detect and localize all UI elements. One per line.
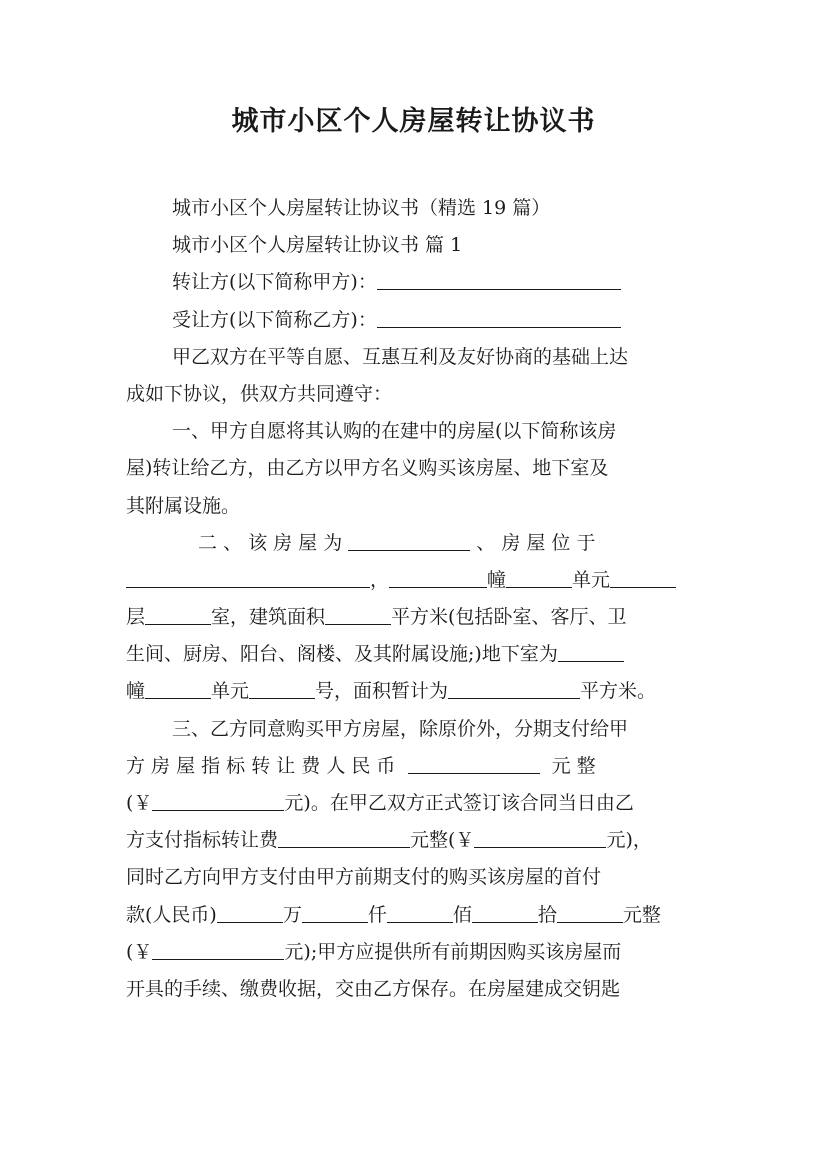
blank-line [126,565,370,588]
paragraph-line [126,339,702,376]
text: 成如下协议，供双方共同遵守： [126,382,393,405]
text: 城市小区个人房屋转让协议书 篇 1 [172,234,463,257]
blank-line [387,900,453,923]
text: 元)。在甲乙双方正式签订该合同当日由乙 [284,792,634,814]
blank-line [278,825,410,848]
text: 、 房 屋 位 于 [476,531,596,554]
text: 受让方(以下简称乙方)： [172,308,377,331]
blank-line [152,937,284,960]
text: 幢 [487,568,507,591]
paragraph-line [126,934,702,971]
blank-line [558,639,624,662]
text: 方 房 屋 指 标 转 让 费 人 民 币 [126,754,396,777]
blank-line [448,676,580,699]
text: 城市小区个人房屋转让协议书（精选 19 篇） [172,197,551,219]
text: 平方米(包括卧室、客厅、卫 [391,606,627,629]
text: 方支付指标转让费 [126,829,279,852]
blank-line [389,565,487,588]
blank-line [506,565,572,588]
text: 生间、厨房、阳台、阁楼、及其附属设施;)地下室为 [126,643,558,666]
blank-line [610,565,676,588]
blank-line [325,602,391,625]
paragraph-line [126,859,702,896]
text: 层 [126,606,146,629]
blank-line [377,267,621,290]
text: 万 [282,903,302,926]
blank-line [474,825,606,848]
text: 同时乙方向甲方支付由甲方前期支付的购买该房屋的首付 [126,866,602,889]
text: ， [370,568,390,591]
paragraph-line [126,190,702,227]
document-body [126,190,702,1008]
text: 三、乙方同意购买甲方房屋，除原价外，分期支付给甲 [172,717,629,740]
text: 仟 [367,903,387,926]
paragraph-line [126,525,702,562]
text: 元 整 [551,754,596,777]
text: 元整 [622,903,661,926]
paragraph-line [126,413,702,450]
text: 屋)转让给乙方，由乙方以甲方名义购买该房屋、地下室及 [126,457,609,480]
text: 单元 [211,680,250,703]
blank-line [145,676,211,699]
blank-line [302,900,368,923]
paragraph-line [126,450,702,487]
document-title: 城市小区个人房屋转让协议书 [231,106,596,137]
text: 转让方(以下简称甲方)： [172,271,377,294]
paragraph-line [126,302,702,339]
blank-line [249,676,315,699]
paragraph-line [126,711,702,748]
text: 平方米。 [580,680,657,703]
text: 拾 [537,903,557,926]
text: 幢 [126,680,146,703]
blank-line [472,900,538,923]
blank-line [217,900,283,923]
paragraph-line [126,971,702,1008]
text: 一、甲方自愿将其认购的在建中的房屋(以下简称该房 [172,420,617,443]
blank-line [557,900,623,923]
paragraph-line [126,227,702,264]
paragraph-line [126,636,702,673]
text: 单元 [572,568,611,591]
paragraph-line [126,822,702,859]
paragraph-line [126,785,702,822]
text: (￥ [126,792,153,814]
text: 佰 [452,903,472,926]
text: 甲乙双方在平等自愿、互惠互利及友好协商的基础上达 [172,345,629,368]
paragraph-line [126,488,702,525]
paragraph-line [126,897,702,934]
text: 开具的手续、缴费收据，交由乙方保存。在房屋建成交钥匙 [126,977,621,1000]
paragraph-line [126,562,702,599]
paragraph-line [126,673,702,710]
paragraph-line [126,376,702,413]
text: 款(人民币) [126,903,217,926]
text: 元);甲方应提供所有前期因购买该房屋而 [284,940,622,963]
text: 元)， [606,829,652,852]
text: (￥ [126,940,153,963]
blank-line [408,751,540,774]
text: 元整(￥ [410,829,475,852]
paragraph-line [126,264,702,301]
text: 其附属设施。 [126,494,241,517]
text: 号，面积暂计为 [315,680,449,703]
text: 二 、 该 房 屋 为 [198,531,343,554]
blank-line [152,788,284,811]
blank-line [348,528,470,551]
blank-line [377,305,621,328]
paragraph-line [126,748,702,785]
text: 室，建筑面积 [211,606,326,629]
paragraph-line [126,599,702,636]
blank-line [145,602,211,625]
